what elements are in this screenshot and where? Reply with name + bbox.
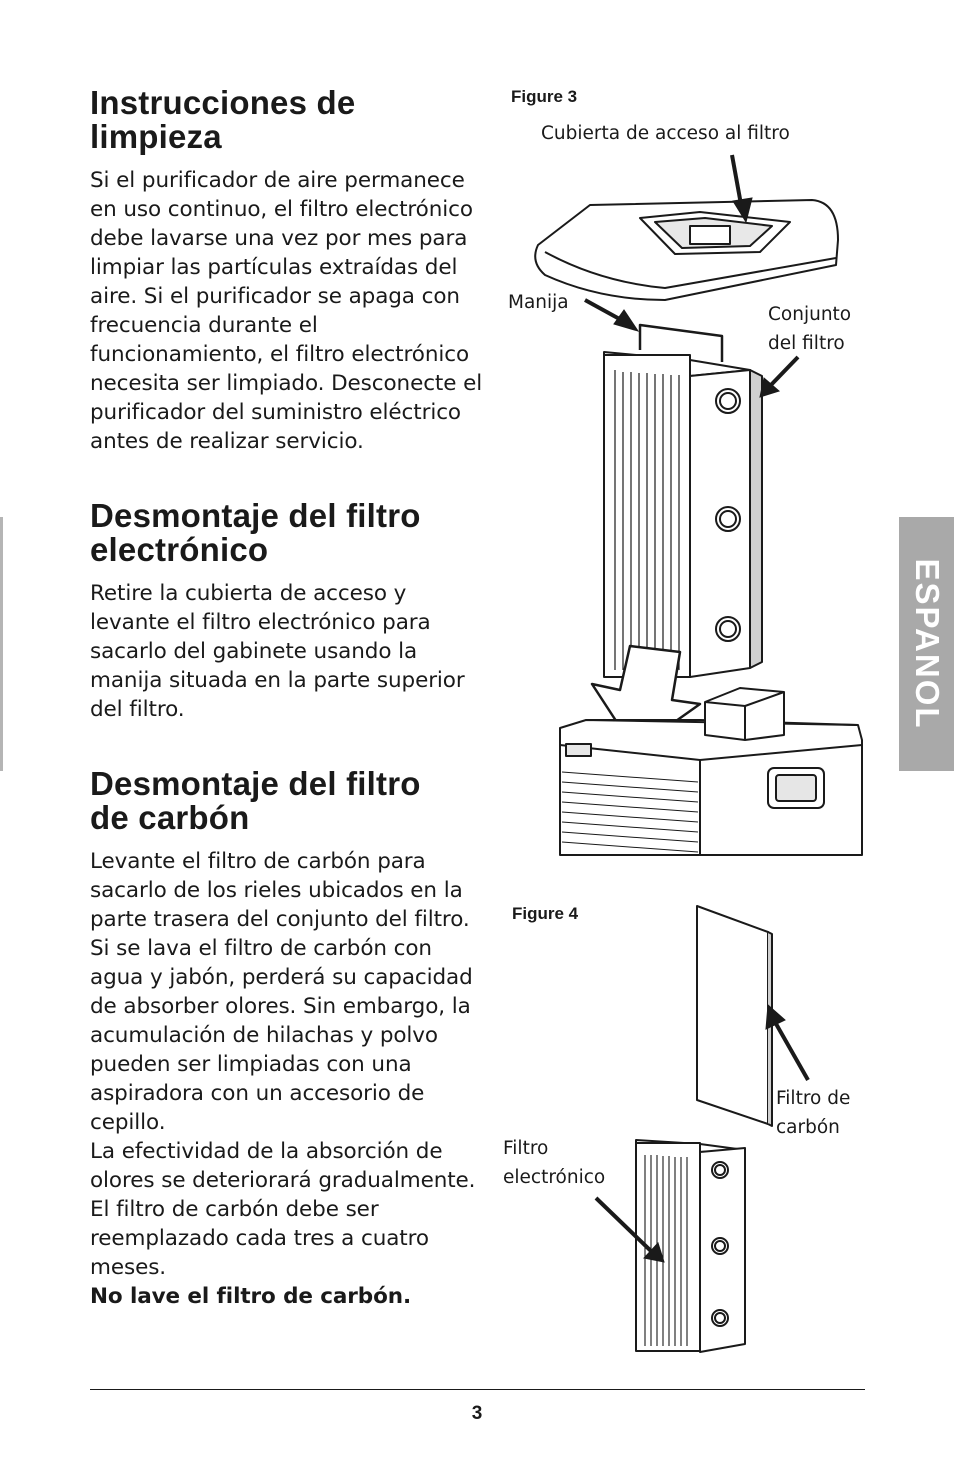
heading-carbon-removal: Desmontaje del filtro de carbón — [90, 765, 421, 836]
callout-handle: Manija — [508, 292, 569, 313]
paragraph-electronic-removal: Retire la cubierta de acceso y levante el filtro electrónico para sacarlo del gabinete usando la manija situada en la parte superior del filtro. — [90, 581, 465, 722]
footer-rule — [90, 1389, 865, 1390]
warning-note: No lave el filtro de carbón. — [90, 1284, 412, 1309]
heading-electronic-removal: Desmontaje del filtro electrónico — [90, 497, 421, 568]
callout-assembly: Conjunto del filtro — [768, 304, 852, 354]
carbon-filter-panel — [697, 906, 768, 1124]
paragraph-carbon-removal-1: Levante el filtro de carbón para sacarlo de los rieles ubicados en la parte trasera del conjunto del filtro. — [90, 849, 470, 932]
heading-cleaning: Instrucciones de limpieza — [90, 84, 356, 155]
language-tab — [899, 517, 954, 771]
callout-carbon-filter: Filtro de carbón — [776, 1088, 851, 1138]
paragraph-carbon-removal-2: Si se lava el filtro de carbón con agua y jabón, perderá su capacidad de absorber olores. Sin embargo, la acumulación de hilachas y polvo pueden ser limpiadas con una aspiradora con un accesorio de cepillo. — [90, 936, 473, 1135]
callout-electronic-filter: Filtro electrónico — [503, 1138, 606, 1188]
callout-cover: Cubierta de acceso al filtro — [541, 123, 790, 144]
figure3-label: Figure 3 — [511, 87, 578, 106]
left-margin-bar — [0, 517, 3, 771]
paragraph-carbon-removal-3: La efectividad de la absorción de olores se deteriorará gradualmente. El filtro de carbón debe ser reemplazado cada tres a cuatro meses. — [90, 1139, 476, 1280]
language-tab-label: ESPANOL — [908, 558, 946, 730]
page-number: 3 — [471, 1403, 483, 1424]
paragraph-cleaning: Si el purificador de aire permanece en uso continuo, el filtro electrónico debe lavarse una vez por mes para limpiar las partículas extraídas del aire. Si el purificador se apaga con frecuencia durante el funcionamiento, el filtro electrónico necesita ser limpiado. Desconecte el purificador del suministro eléctrico antes de realizar servicio. — [90, 168, 483, 454]
figure4-label: Figure 4 — [512, 904, 579, 923]
